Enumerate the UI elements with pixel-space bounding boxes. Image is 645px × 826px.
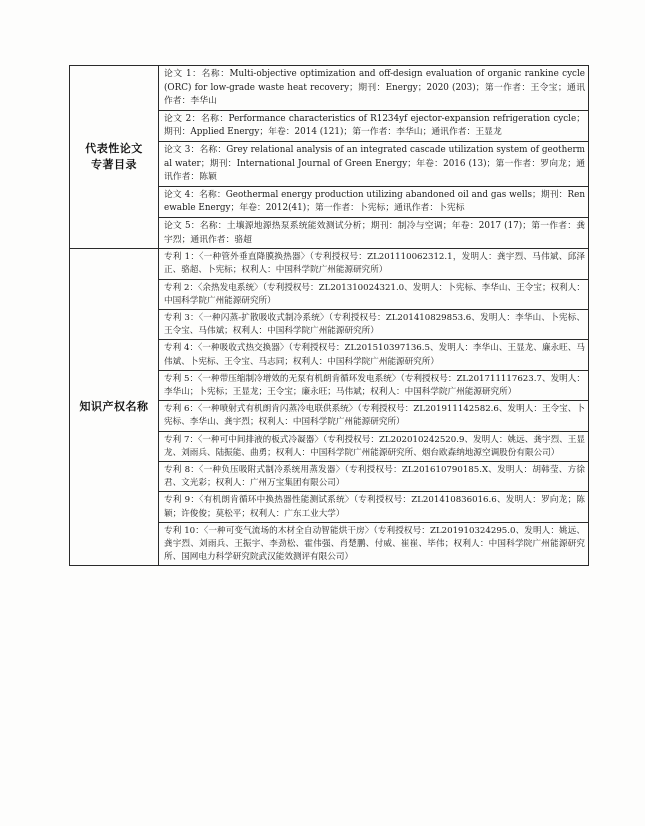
papers-label-line2: 专著目录 bbox=[91, 158, 137, 172]
paper-entry-3: 论文 3：名称：Grey relational analysis of an integrated cascade utilization system of geothermal water；期刊：International Journal of Green Energy；年卷：2016 (13)；第一作者：罗向龙；通讯作者：陈颖 bbox=[159, 142, 588, 187]
papers-row bbox=[70, 66, 589, 249]
paper-entry-2: 论文 2：名称：Performance characteristics of R1234yf ejector-expansion refrigeration cycle；期刊：Applied Energy；年卷：2014 (121)；第一作者：李华山；通讯作者：王显龙 bbox=[159, 111, 588, 142]
patent-entry-7: 专利 7：〈一种可中间排液的板式冷凝器〉（专利授权号：ZL202010242520.9、发明人：姚远、龚宇烈、王显龙、刘雨兵、陆振能、曲勇；权利人：中国科学院广州能源研究所、烟台欧森纳地源空调股份有限公司） bbox=[159, 432, 588, 462]
patent-entry-6: 专利 6：〈一种喷射式有机朗肯闪蒸冷电联供系统〉（专利授权号：ZL201911142582.6、发明人：王令宝、卜宪标、李华山、龚宇烈；权利人：中国科学院广州能源研究所） bbox=[159, 401, 588, 431]
patent-entry-4: 专利 4：〈一种吸收式热交换器〉（专利授权号：ZL201510397136.5、发明人：李华山、王显龙、廉永旺、马伟斌、卜宪标、王令宝、马志同；权利人：中国科学院广州能源研究所） bbox=[159, 340, 588, 370]
patent-entry-10: 专利 10：〈一种可变气流场的木材全自动智能烘干房〉（专利授权号：ZL201910324295.0、发明人：姚远、龚宇烈、刘雨兵、王振宇、李劲松、霍伟强、肖楚鹏、付威、崔崔、毕伟；权利人：中国科学院广州能源研究所、国网电力科学研究院武汉能效测评有限公司） bbox=[164, 525, 585, 563]
patents-label: 知识产权名称 bbox=[79, 400, 149, 414]
patents-label-cell bbox=[70, 249, 159, 566]
papers-label-cell bbox=[70, 66, 159, 249]
patents-list bbox=[159, 249, 589, 566]
patent-entry-2: 专利 2：〈余热发电系统〉（专利授权号：ZL201310024321.0、发明人：卜宪标、李华山、王令宝；权利人：中国科学院广州能源研究所） bbox=[159, 280, 588, 310]
paper-entry-4: 论文 4：名称：Geothermal energy production utilizing abandoned oil and gas wells；期刊：Renewable Energy；年卷：2012(41)；第一作者：卜宪标；通讯作者：卜宪标 bbox=[159, 187, 588, 218]
patent-entry-9: 专利 9：〈有机朗肯循环中换热器性能测试系统〉（专利授权号：ZL201410836016.6、发明人：罗向龙；陈颖；许俊俊；莫松平；权利人：广东工业大学） bbox=[159, 492, 588, 522]
paper-entry-5: 论文 5：名称：土壤源地源热泵系统能效测试分析；期刊：制冷与空调；年卷：2017 (17)；第一作者：龚宇烈；通讯作者：骆超 bbox=[164, 220, 585, 245]
achievement-table bbox=[69, 65, 589, 566]
patent-entry-5: 专利 5：〈一种带压缩制冷增效的无泵有机朗肯循环发电系统〉（专利授权号：ZL201711117623.7、发明人：李华山；卜宪标；王显龙；王令宝；廉永旺；马伟斌；权利人：中国科学院广州能源研究所） bbox=[159, 371, 588, 401]
papers-label-line1: 代表性论文 bbox=[85, 142, 143, 156]
patents-row bbox=[70, 249, 589, 566]
papers-list bbox=[159, 66, 589, 249]
paper-entry-1: 论文 1：名称：Multi-objective optimization and off-design evaluation of organic rankine cycle (ORC) for low-grade waste heat recovery；期刊：Energy；2020 (203)；第一作者：王令宝；通讯作者：李华山 bbox=[159, 66, 588, 111]
patent-entry-8: 专利 8：〈一种负压吸附式制冷系统用蒸发器〉（专利授权号：ZL201610790185.X、发明人：胡韩莹、方徐君、文光彩；权利人：广州万宝集团有限公司） bbox=[159, 462, 588, 492]
patent-entry-3: 专利 3：〈一种闪蒸-扩散吸收式制冷系统〉（专利授权号：ZL201410829853.6、发明人：李华山、卜宪标、王令宝、马伟斌；权利人：中国科学院广州能源研究所） bbox=[159, 310, 588, 340]
patent-entry-1: 专利 1：〈一种管外垂直降膜换热器〉（专利授权号：ZL201110062312.1，发明人：龚宇烈、马伟斌、邱泽正、骆超、卜宪标；权利人：中国科学院广州能源研究所） bbox=[159, 249, 588, 279]
